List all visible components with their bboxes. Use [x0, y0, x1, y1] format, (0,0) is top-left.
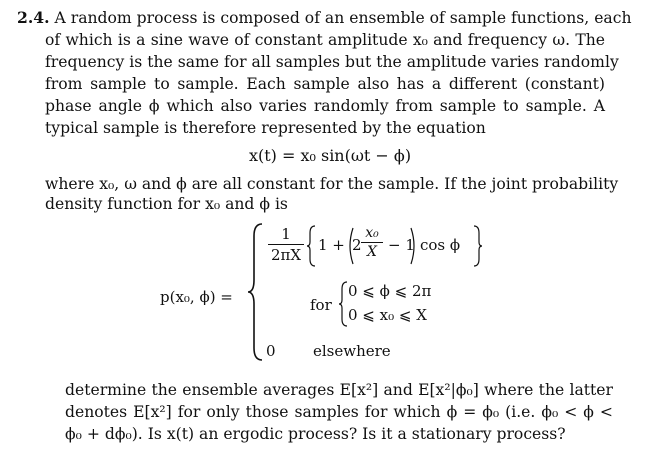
- problem-line-3: frequency is the same for all samples but the amplitude varies randomly: [45, 53, 619, 71]
- paren-close: [410, 226, 418, 266]
- for-label: for: [310, 296, 332, 314]
- problem-line-6: typical sample is therefore represented by the equation: [45, 119, 486, 137]
- problem-number: 2.4.: [17, 8, 50, 27]
- problem-line-2: of which is a sine wave of constant amplitude x₀ and frequency ω. The: [45, 31, 605, 49]
- term-a: 1 +: [318, 236, 345, 254]
- pdf-lhs: p(x₀, ϕ) =: [160, 288, 233, 306]
- term-b: − 1: [388, 236, 415, 254]
- cond-brace: [338, 280, 348, 328]
- sample-equation: x(t) = x₀ sin(ωt − ϕ): [248, 146, 412, 165]
- after-eq-line-2: density function for x₀ and ϕ is: [45, 195, 288, 213]
- frac-2: x₀ X: [361, 225, 383, 260]
- pdf-brace: [246, 222, 264, 362]
- case-zero: 0: [266, 342, 276, 360]
- curly-close: [472, 224, 484, 268]
- frac-1: 1 2πX: [268, 225, 304, 264]
- problem-line-4: from sample to sample. Each sample also has a different (constant): [45, 75, 605, 93]
- problem-line-5: phase angle ϕ which also varies randomly from sample to sample. A: [45, 97, 605, 115]
- closing-line-3: ϕ₀ + dϕ₀). Is x(t) an ergodic process? Is it a stationary process?: [65, 425, 566, 443]
- problem-line-1: 2.4. A random process is composed of an ensemble of sample functions, each: [17, 8, 632, 27]
- after-eq-line-1: where x₀, ω and ϕ are all constant for the sample. If the joint probability: [45, 175, 619, 193]
- curly-open: [305, 224, 317, 268]
- closing-line-2: denotes E[x²] for only those samples for which ϕ = ϕ₀ (i.e. ϕ₀ < ϕ <: [65, 403, 613, 421]
- closing-line-1: determine the ensemble averages E[x²] and E[x²|ϕ₀] where the latter: [65, 381, 613, 399]
- coef: 2: [352, 236, 362, 254]
- case-elsewhere: elsewhere: [313, 342, 391, 360]
- condition-phi: 0 ⩽ ϕ ⩽ 2π: [348, 282, 432, 300]
- condition-x0: 0 ⩽ x₀ ⩽ X: [348, 306, 427, 324]
- cos-term: cos ϕ: [420, 236, 461, 254]
